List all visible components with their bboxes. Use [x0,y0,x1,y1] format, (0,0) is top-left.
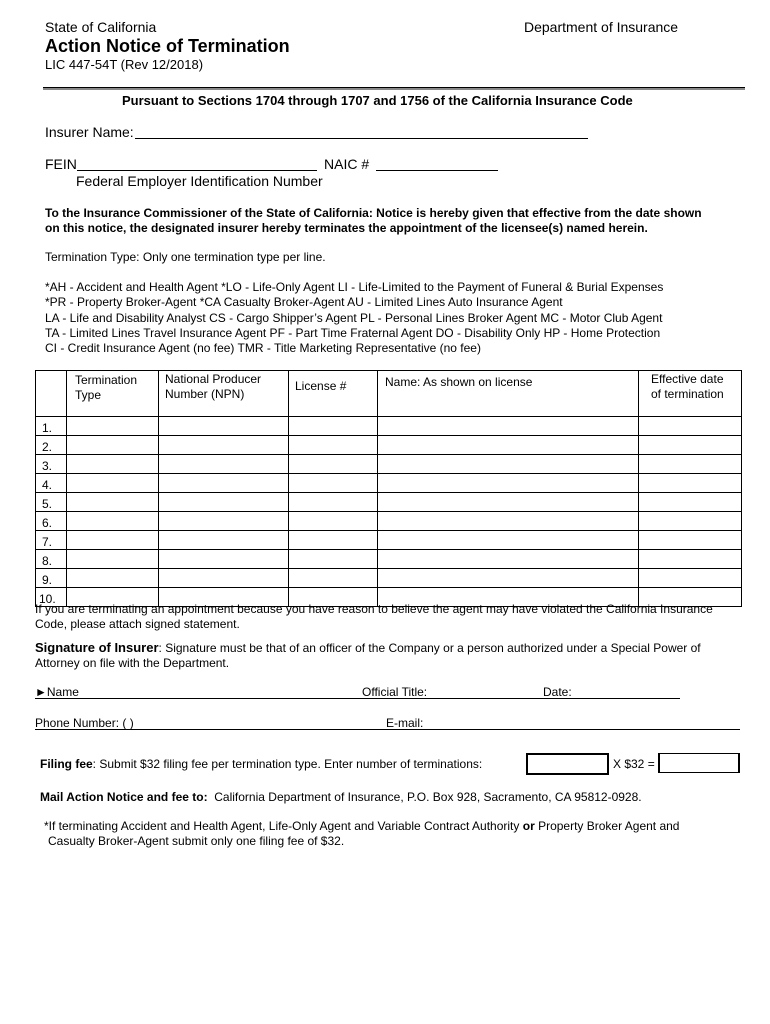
notice-line-1: To the Insurance Commissioner of the State of California: Notice is hereby given that effective from the date shown [45,206,702,220]
fein-field[interactable] [77,170,317,171]
type-codes-line: *AH - Accident and Health Agent *LO - Life-Only Agent LI - Life-Limited to the Payment of Funeral & Burial Expenses [45,280,664,294]
filing-fee-statement: Filing fee: Submit $32 filing fee per termination type. Enter number of terminations: [40,757,483,771]
mail-instructions: Mail Action Notice and fee to: California Department of Insurance, P.O. Box 928, Sacramento, CA 95812-0928. [40,790,642,804]
name-cell[interactable] [378,474,639,493]
insurer-name-label: Insurer Name: [45,124,134,140]
table-row [36,550,742,569]
phone-email-line[interactable] [35,729,740,730]
termination-type-note: Termination Type: Only one termination type per line. [45,250,326,264]
type-codes-line: LA - Life and Disability Analyst CS - Cargo Shipper’s Agent PL - Personal Lines Broker Agent MC - Motor Club Agent [45,311,663,325]
effective-date-cell[interactable] [639,455,742,474]
termination-type-cell[interactable] [67,569,159,588]
header-divider [43,87,745,90]
department-label: Department of Insurance [524,19,679,35]
license-cell[interactable] [289,531,378,550]
name-cell[interactable] [378,436,639,455]
termination-type-header: Termination Type [67,371,159,417]
row-number: 3. [36,455,67,474]
violation-note-line-1: If you are terminating an appointment because you have reason to believe the agent may have violated the California Insurance [35,602,713,616]
name-header: Name: As shown on license [378,371,639,417]
row-number: 9. [36,569,67,588]
row-number: 4. [36,474,67,493]
notice-line-2: on this notice, the designated insurer hereby terminates the appointment of the licensee(s) named herein. [45,221,648,235]
license-cell[interactable] [289,455,378,474]
effective-date-cell[interactable] [639,474,742,493]
license-cell[interactable] [289,417,378,436]
fein-caption: Federal Employer Identification Number [76,173,323,189]
footnote-line-2: Casualty Broker-Agent submit only one filing fee of $32. [48,834,345,848]
row-number: 7. [36,531,67,550]
termination-type-cell[interactable] [67,493,159,512]
name-cell[interactable] [378,550,639,569]
table-row [36,436,742,455]
effective-date-cell[interactable] [639,569,742,588]
termination-type-cell[interactable] [67,455,159,474]
row-number: 10. [36,588,67,607]
license-cell[interactable] [289,569,378,588]
name-cell[interactable] [378,455,639,474]
npn-cell[interactable] [159,417,289,436]
official-title-label: Official Title: [362,685,428,699]
effective-date-cell[interactable] [639,417,742,436]
name-label: ►Name [35,685,79,699]
npn-cell[interactable] [159,455,289,474]
effective-date-cell[interactable] [639,512,742,531]
license-cell[interactable] [289,436,378,455]
statute-line: Pursuant to Sections 1704 through 1707 and 1756 of the California Insurance Code [122,93,633,108]
naic-label: NAIC # [324,156,370,172]
termination-type-cell[interactable] [67,550,159,569]
violation-note-line-2: Code, please attach signed statement. [35,617,240,631]
license-cell[interactable] [289,474,378,493]
row-number-header [36,371,67,417]
row-number: 8. [36,550,67,569]
npn-cell[interactable] [159,512,289,531]
fee-multiplier: X $32 = [613,757,655,771]
table-row [36,531,742,550]
terminations-count-input[interactable] [526,753,609,775]
termination-type-cell[interactable] [67,474,159,493]
phone-label: Phone Number: ( ) [35,716,134,730]
npn-header: National Producer Number (NPN) [159,371,289,417]
type-codes-line: TA - Limited Lines Travel Insurance Agent PF - Part Time Fraternal Agent DO - Disability Only HP - Home Protection [45,326,661,340]
state-label: State of California [45,19,157,35]
table-row [36,569,742,588]
table-row [36,474,742,493]
termination-type-cell[interactable] [67,512,159,531]
effective-date-cell[interactable] [639,531,742,550]
license-cell[interactable] [289,550,378,569]
effective-date-cell[interactable] [639,436,742,455]
type-codes-line: CI - Credit Insurance Agent (no fee) TMR - Title Marketing Representative (no fee) [45,341,481,355]
license-cell[interactable] [289,512,378,531]
name-title-date-line[interactable] [35,698,680,699]
table-row [36,493,742,512]
npn-cell[interactable] [159,550,289,569]
name-cell[interactable] [378,417,639,436]
row-number: 1. [36,417,67,436]
npn-cell[interactable] [159,569,289,588]
footnote-line-1: *If terminating Accident and Health Agent, Life-Only Agent and Variable Contract Authority or Property Broker Agent and [44,819,680,833]
row-number: 2. [36,436,67,455]
name-cell[interactable] [378,569,639,588]
signature-statement-line-2: Attorney on file with the Department. [35,656,230,670]
form-title: Action Notice of Termination [45,36,290,56]
npn-cell[interactable] [159,474,289,493]
table-row [36,512,742,531]
termination-table [35,370,742,607]
email-label: E-mail: [386,716,424,730]
effective-date-header: Effective date of termination [639,371,742,417]
npn-cell[interactable] [159,531,289,550]
name-cell[interactable] [378,531,639,550]
table-row [36,417,742,436]
termination-type-cell[interactable] [67,531,159,550]
termination-type-cell[interactable] [67,417,159,436]
name-cell[interactable] [378,512,639,531]
effective-date-cell[interactable] [639,550,742,569]
row-number: 5. [36,493,67,512]
naic-field[interactable] [376,170,498,171]
date-label: Date: [543,685,572,699]
form-number: LIC 447-54T (Rev 12/2018) [45,57,204,72]
license-cell[interactable] [289,493,378,512]
npn-cell[interactable] [159,493,289,512]
fein-label: FEIN [45,156,77,172]
table-header-row [36,371,742,417]
type-codes-line: *PR - Property Broker-Agent *CA Casualty Broker-Agent AU - Limited Lines Auto Insurance Agent [45,295,563,309]
table-row [36,455,742,474]
termination-type-cell[interactable] [67,436,159,455]
license-header: License # [289,371,378,417]
row-number: 6. [36,512,67,531]
npn-cell[interactable] [159,436,289,455]
insurer-name-field[interactable] [135,138,588,139]
total-fee-input[interactable] [658,753,740,773]
signature-statement: Signature of Insurer: Signature must be that of an officer of the Company or a person authorized under a Special Power of [35,640,701,655]
effective-date-cell[interactable] [639,493,742,512]
name-cell[interactable] [378,493,639,512]
